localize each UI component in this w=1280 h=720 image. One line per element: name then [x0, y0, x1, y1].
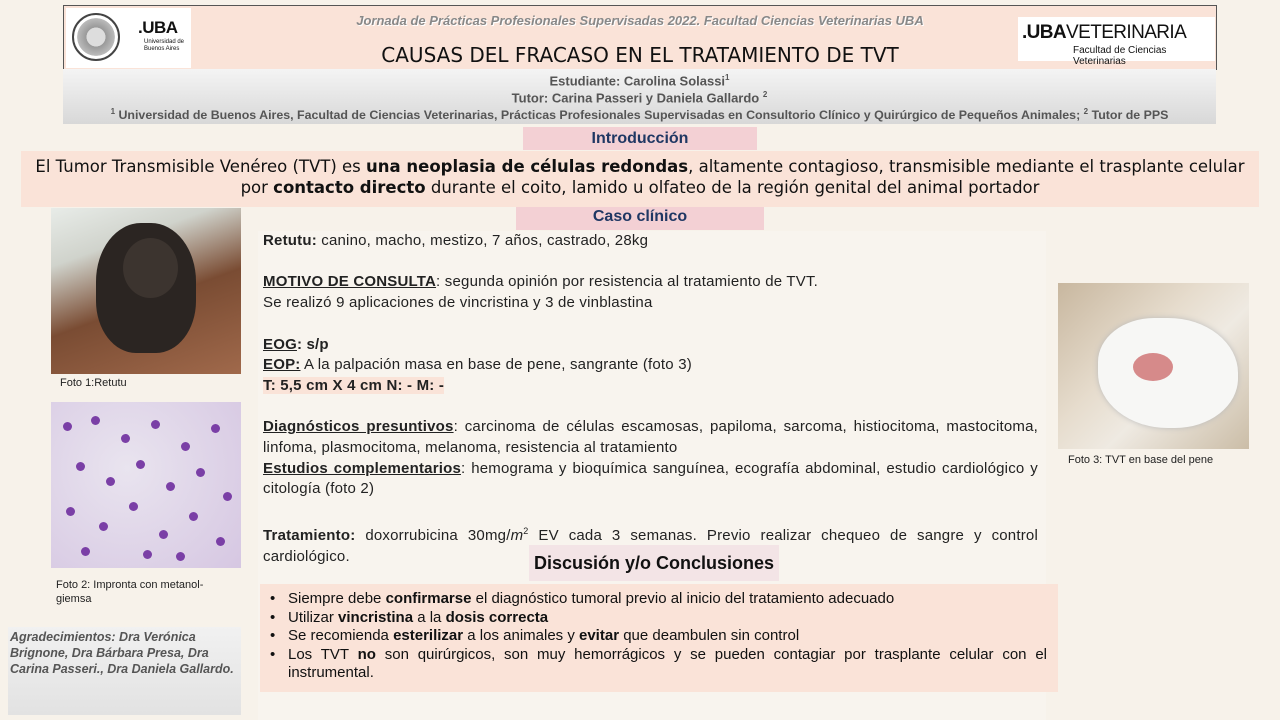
discussion-heading: Discusión y/o Conclusiones	[529, 545, 779, 581]
caption-photo3: Foto 3: TVT en base del pene	[1068, 454, 1214, 466]
intro-text: El Tumor Transmisible Venéreo (TVT) es una neoplasia de células redondas, altamente contagioso, transmisible mediante el trasplante celular por contacto directo durante el coito, lamido u olfateo de la región genital del animal portador	[35, 157, 1245, 197]
student-line: Estudiante: Carolina Solassi$^1$	[549, 73, 730, 89]
acknowledgements-box	[8, 627, 241, 715]
tumor-staging: T: 5,5 cm X 4 cm N: - M: -	[263, 376, 445, 394]
discussion-list	[270, 590, 1047, 683]
motivo-detail: Se realizó 9 aplicaciones de vincristina y 3 de vinblastina	[263, 294, 653, 312]
treatment-line: Tratamiento: doxorrubicina $30mg/m^2$ EV cada 3 semanas. Previo realizar chequeo de sangre y control cardiológico.	[263, 525, 1038, 565]
case-text	[263, 231, 1038, 567]
tutor-line: Tutor: Carina Passeri y Daniela Gallardo $^2$	[511, 90, 768, 106]
eop-line: EOP: A la palpación masa en base de pene, sangrante (foto 3)	[263, 356, 692, 374]
vet-logo-subtitle: Facultad de Ciencias Veterinarias	[1073, 45, 1167, 67]
eog-line: EOG: s/p	[263, 335, 329, 353]
caption-photo2: Foto 2: Impronta con metanol-giemsa	[56, 579, 204, 605]
studies-line: Estudios complementarios: hemograma y bioquímica sanguínea, ecografía abdominal, estudio cardiológico y citología (foto 2)	[263, 459, 1038, 498]
intro-heading: Introducción	[523, 127, 757, 150]
caption-photo1: Foto 1:Retutu	[60, 377, 127, 389]
vet-logo-mark: .UBAVETERINARIA	[1022, 22, 1187, 43]
patient-line: Retutu: canino, macho, mestizo, 7 años, castrado, 28kg	[263, 232, 649, 249]
list-item: • Siempre debe confirmarse el diagnóstico tumoral previo al inicio del tratamiento adecuado	[270, 590, 1047, 609]
uba-veterinaria-logo	[1018, 17, 1215, 67]
acknowledgements-text: Agradecimientos: Dra Verónica Brignone, Dra Bárbara Presa, Dra Carina Passeri., Dra Daniela Gallardo.	[10, 630, 234, 676]
list-item: • Los TVT no son quirúrgicos, son muy hemorrágicos y se pueden contagiar por trasplante celular con el instrumental.	[270, 646, 1047, 683]
uba-logo-subtitle: Universidad de Buenos Aires	[144, 39, 185, 52]
uba-logo	[66, 8, 191, 68]
university-seal-icon	[72, 13, 120, 61]
diagnosis-line: Diagnósticos presuntivos: carcinoma de células escamosas, papiloma, sarcoma, histiocitoma, mastocitoma, linfoma, plasmocitoma, melanoma, resistencia al tratamiento	[263, 418, 1038, 457]
intro-box	[21, 151, 1259, 207]
list-item: • Se recomienda esterilizar a los animales y evitar que deambulen sin control	[270, 627, 1047, 646]
photo-dog	[51, 208, 241, 374]
poster-title: CAUSAS DEL FRACASO EN EL TRATAMIENTO DE TVT	[381, 43, 899, 67]
authors-block	[63, 69, 1216, 124]
uba-logo-mark: .UBA	[138, 18, 178, 37]
list-item: • Utilizar vincristina a la dosis correcta	[270, 609, 1047, 628]
motivo-line: MOTIVO DE CONSULTA: segunda opinión por resistencia al tratamiento de TVT.	[263, 273, 819, 291]
conference-title: Jornada de Prácticas Profesionales Supervisadas 2022. Facultad Ciencias Veterinarias UBA	[356, 13, 924, 28]
photo-cytology	[51, 402, 241, 568]
photo-tvt	[1058, 283, 1249, 449]
case-heading: Caso clínico	[516, 207, 764, 230]
affiliation-line: $^1$ Universidad de Buenos Aires, Facultad de Ciencias Veterinarias, Prácticas Profesionales Supervisadas en Consultorio Clínico y Quirúrgico de Pequeños Animales; $^2$ Tutor de PPS	[110, 107, 1169, 123]
